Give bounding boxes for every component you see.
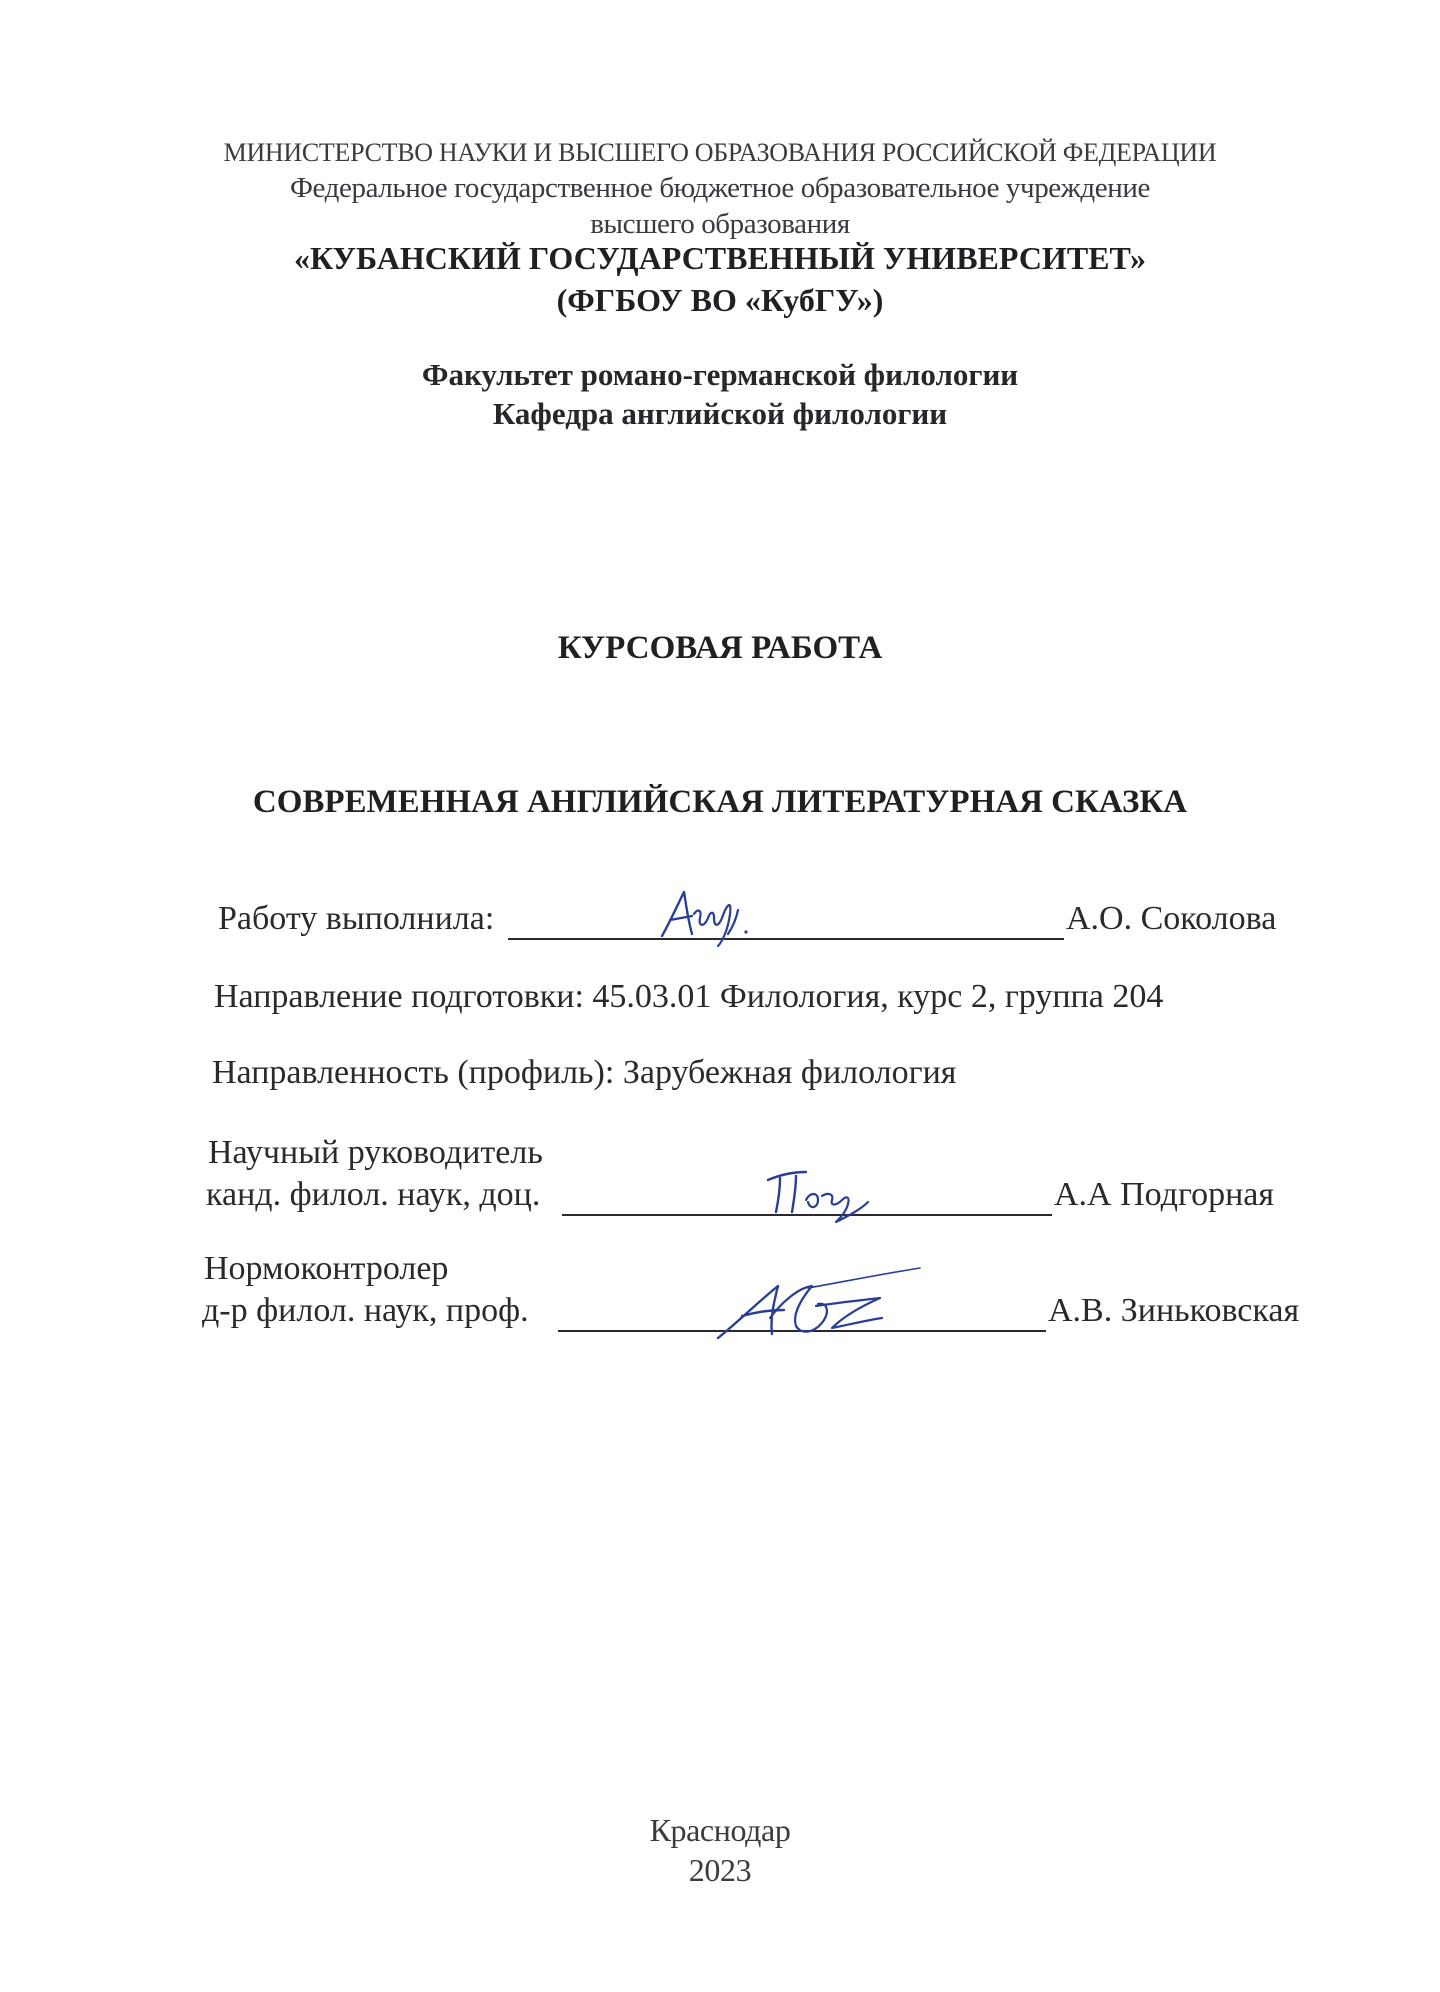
faculty-name: Факультет романо-германской филологии — [421, 357, 1019, 392]
author-signature-line — [508, 938, 1064, 940]
author-name: А.О. Соколова — [1066, 900, 1277, 937]
supervisor-name: А.А Подгорная — [1054, 1176, 1275, 1213]
normcontroller-degree: д-р филол. наук, проф. — [202, 1292, 529, 1329]
supervisor-degree: канд. филол. наук, доц. — [206, 1176, 541, 1213]
institution-type-line: Федеральное государственное бюджетное образовательное учреждение — [290, 172, 1150, 204]
work-type: КУРСОВАЯ РАБОТА — [557, 630, 883, 666]
university-abbr: (ФГБОУ ВО «КубГУ») — [556, 282, 884, 318]
city: Краснодар — [649, 1812, 791, 1848]
normcontroller-signature — [712, 1262, 926, 1351]
author-signature — [648, 884, 758, 953]
department-name: Кафедра английской филологии — [492, 396, 948, 431]
author-label: Работу выполнила: — [218, 900, 495, 937]
ministry-line: МИНИСТЕРСТВО НАУКИ И ВЫСШЕГО ОБРАЗОВАНИЯ РОССИЙСКОЙ ФЕДЕРАЦИИ — [223, 138, 1217, 167]
work-title: СОВРЕМЕННАЯ АНГЛИЙСКАЯ ЛИТЕРАТУРНАЯ СКАЗКА — [252, 784, 1188, 820]
supervisor-role: Научный руководитель — [208, 1134, 543, 1171]
study-program: Направление подготовки: 45.03.01 Филология, курс 2, группа 204 — [214, 978, 1164, 1015]
education-level-line: высшего образования — [590, 208, 850, 240]
supervisor-signature — [762, 1166, 872, 1231]
study-profile: Направленность (профиль): Зарубежная филология — [212, 1054, 957, 1091]
normcontroller-name: А.В. Зиньковская — [1048, 1292, 1300, 1329]
year: 2023 — [688, 1852, 752, 1888]
normcontroller-role: Нормоконтролер — [204, 1250, 449, 1287]
university-name: «КУБАНСКИЙ ГОСУДАРСТВЕННЫЙ УНИВЕРСИТЕТ» — [293, 240, 1147, 276]
